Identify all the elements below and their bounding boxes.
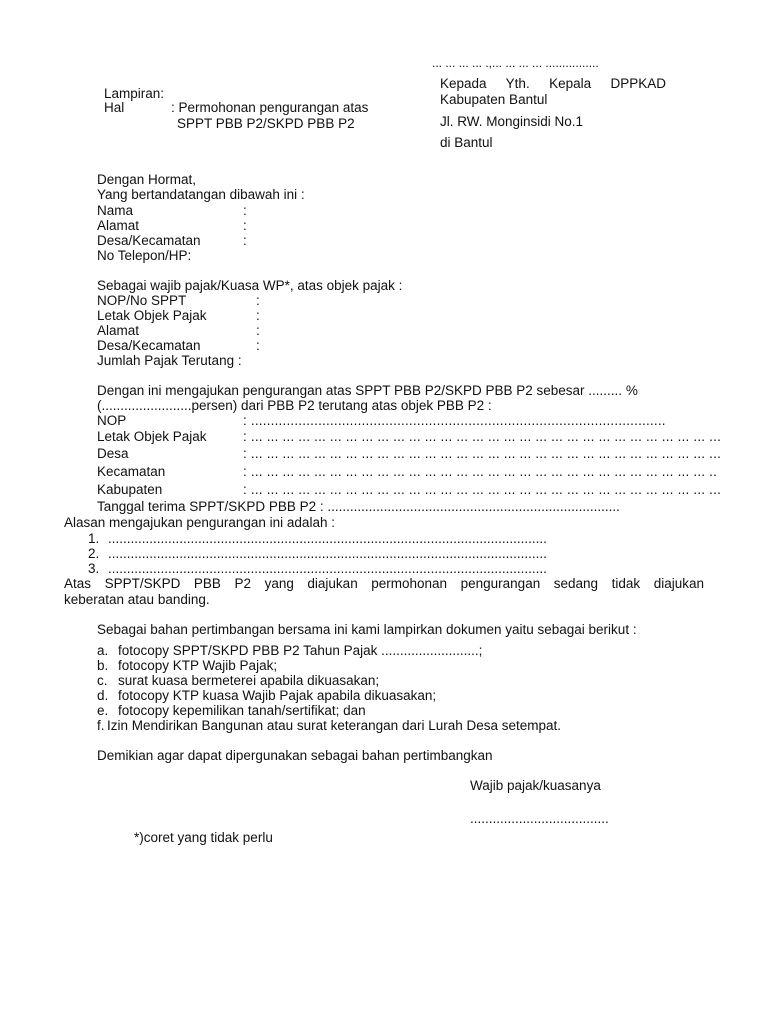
field-label: Nama <box>97 203 134 218</box>
request-field-label: NOP <box>97 413 127 428</box>
place-date-line: ... ... ... ... .,... ... ... ... ................ <box>432 56 599 70</box>
request-line2: (........................persen) dari PBB P2 terutang atas objek PBB P2 : <box>97 398 492 413</box>
recipient-line1: Kepada Yth. Kepala DPPKAD <box>440 76 666 91</box>
attachments-intro: Sebagai bahan pertimbangan bersama ini kami lampirkan dokumen yaitu sebagai berikut : <box>97 622 637 637</box>
reasons-intro: Alasan mengajukan pengurangan ini adalah : <box>64 515 335 530</box>
request-field-row <box>97 446 722 461</box>
objection-note-line2: keberatan atau banding. <box>64 592 210 607</box>
field-colon: : <box>243 218 247 233</box>
field-row <box>97 323 260 338</box>
field-row <box>97 233 247 248</box>
field-colon: : <box>256 338 260 353</box>
request-field-label: Desa <box>97 446 129 461</box>
attachment-letter: e. <box>97 703 109 718</box>
field-colon: : <box>243 203 247 218</box>
field-label: Desa/Kecamatan <box>97 233 201 248</box>
reason-line: ..................................................................................................................... <box>108 546 547 561</box>
intro-text: Yang bertandatangan dibawah ini : <box>97 187 305 202</box>
attachment-letter: f. <box>97 718 105 733</box>
received-date-line: Tanggal terima SPPT/SKPD PBB P2 : .............................................................................. <box>97 499 620 514</box>
recipient-line4: di Bantul <box>440 135 493 150</box>
attachment-letter: c. <box>97 673 108 688</box>
attachment-letter: a. <box>97 643 109 658</box>
hal-label: Hal <box>104 100 125 115</box>
attachment-item: fotocopy KTP Wajib Pajak; <box>118 658 278 673</box>
footnote: *)coret yang tidak perlu <box>134 830 273 845</box>
field-colon: : <box>256 323 260 338</box>
field-row <box>97 203 247 218</box>
field-row <box>97 293 260 308</box>
reason-line: ..................................................................................................................... <box>108 561 547 576</box>
tax-object-intro: Sebagai wajib pajak/Kuasa WP*, atas objek pajak : <box>97 278 403 293</box>
closing-text: Demikian agar dapat dipergunakan sebagai bahan pertimbangkan <box>97 748 493 763</box>
signature-label: Wajib pajak/kuasanya <box>470 778 601 793</box>
field-row <box>97 248 191 263</box>
recipient-line3: Jl. RW. Monginsidi No.1 <box>440 114 584 129</box>
field-row <box>97 353 242 368</box>
reason-line: ..................................................................................................................... <box>108 531 547 546</box>
field-label: Letak Objek Pajak <box>97 308 207 323</box>
reason-number: 3. <box>88 561 100 576</box>
attachment-item: surat kuasa bermeterei apabila dikuasakan; <box>118 673 380 688</box>
field-label: Alamat <box>97 323 140 338</box>
attachment-item: fotocopy SPPT/SKPD PBB P2 Tahun Pajak ..........................; <box>118 643 483 658</box>
hal-subject-line2: SPPT PBB P2/SKPD PBB P2 <box>177 116 355 131</box>
request-field-value: : ... ... ... ... ... ... ... ... ... ... ... ... ... ... ... ... ... ... ... ... ... ... ... ... ... ... ... ... ... .. <box>243 464 718 479</box>
request-field-value: : ... ... ... ... ... ... ... ... ... ... ... ... ... ... ... ... ... ... ... ... ... ... ... ... ... ... ... ... ... ... <box>243 446 722 461</box>
attachment-item: fotocopy kepemilikan tanah/sertifikat; dan <box>118 703 366 718</box>
field-label: No Telepon/HP: <box>97 248 192 263</box>
lampiran-label: Lampiran: <box>104 86 165 101</box>
field-label: Alamat <box>97 218 140 233</box>
objection-note-line1: Atas SPPT/SKPD PBB P2 yang diajukan permohonan pengurangan sedang tidak diajukan <box>64 576 704 591</box>
signature-line: ..................................... <box>470 811 609 826</box>
request-field-label: Kecamatan <box>97 464 166 479</box>
greeting: Dengan Hormat, <box>97 172 197 187</box>
attachment-letter: b. <box>97 658 109 673</box>
field-label: Jumlah Pajak Terutang : <box>97 353 242 368</box>
reason-number: 2. <box>88 546 100 561</box>
field-colon: : <box>256 293 260 308</box>
field-colon: : <box>256 308 260 323</box>
field-row <box>97 308 260 323</box>
attachment-letter: d. <box>97 688 109 703</box>
field-colon: : <box>243 233 247 248</box>
request-field-row <box>97 482 722 497</box>
reason-number: 1. <box>88 531 100 546</box>
field-label: Desa/Kecamatan <box>97 338 201 353</box>
request-field-label: Letak Objek Pajak <box>97 429 207 444</box>
request-line1: Dengan ini mengajukan pengurangan atas SPPT PBB P2/SKPD PBB P2 sebesar ......... % <box>97 383 638 398</box>
attachment-item: fotocopy KTP kuasa Wajib Pajak apabila dikuasakan; <box>118 688 437 703</box>
request-field-value: : ......................................................................................................... <box>243 413 666 428</box>
request-field-row <box>97 464 718 479</box>
request-field-label: Kabupaten <box>97 482 163 497</box>
attachment-item: Izin Mendirikan Bangunan atau surat keterangan dari Lurah Desa setempat. <box>107 718 562 733</box>
hal-subject-line1: : Permohonan pengurangan atas <box>171 100 369 115</box>
request-field-row <box>97 413 666 428</box>
field-row <box>97 218 247 233</box>
request-field-value: : ... ... ... ... ... ... ... ... ... ... ... ... ... ... ... ... ... ... ... ... ... ... ... ... ... ... ... ... ... ... <box>243 429 722 444</box>
recipient-line2: Kabupaten Bantul <box>440 92 548 107</box>
request-field-row <box>97 429 722 444</box>
field-row <box>97 338 260 353</box>
request-field-value: : ... ... ... ... ... ... ... ... ... ... ... ... ... ... ... ... ... ... ... ... ... ... ... ... ... ... ... ... ... ... <box>243 482 722 497</box>
field-label: NOP/No SPPT <box>97 293 187 308</box>
